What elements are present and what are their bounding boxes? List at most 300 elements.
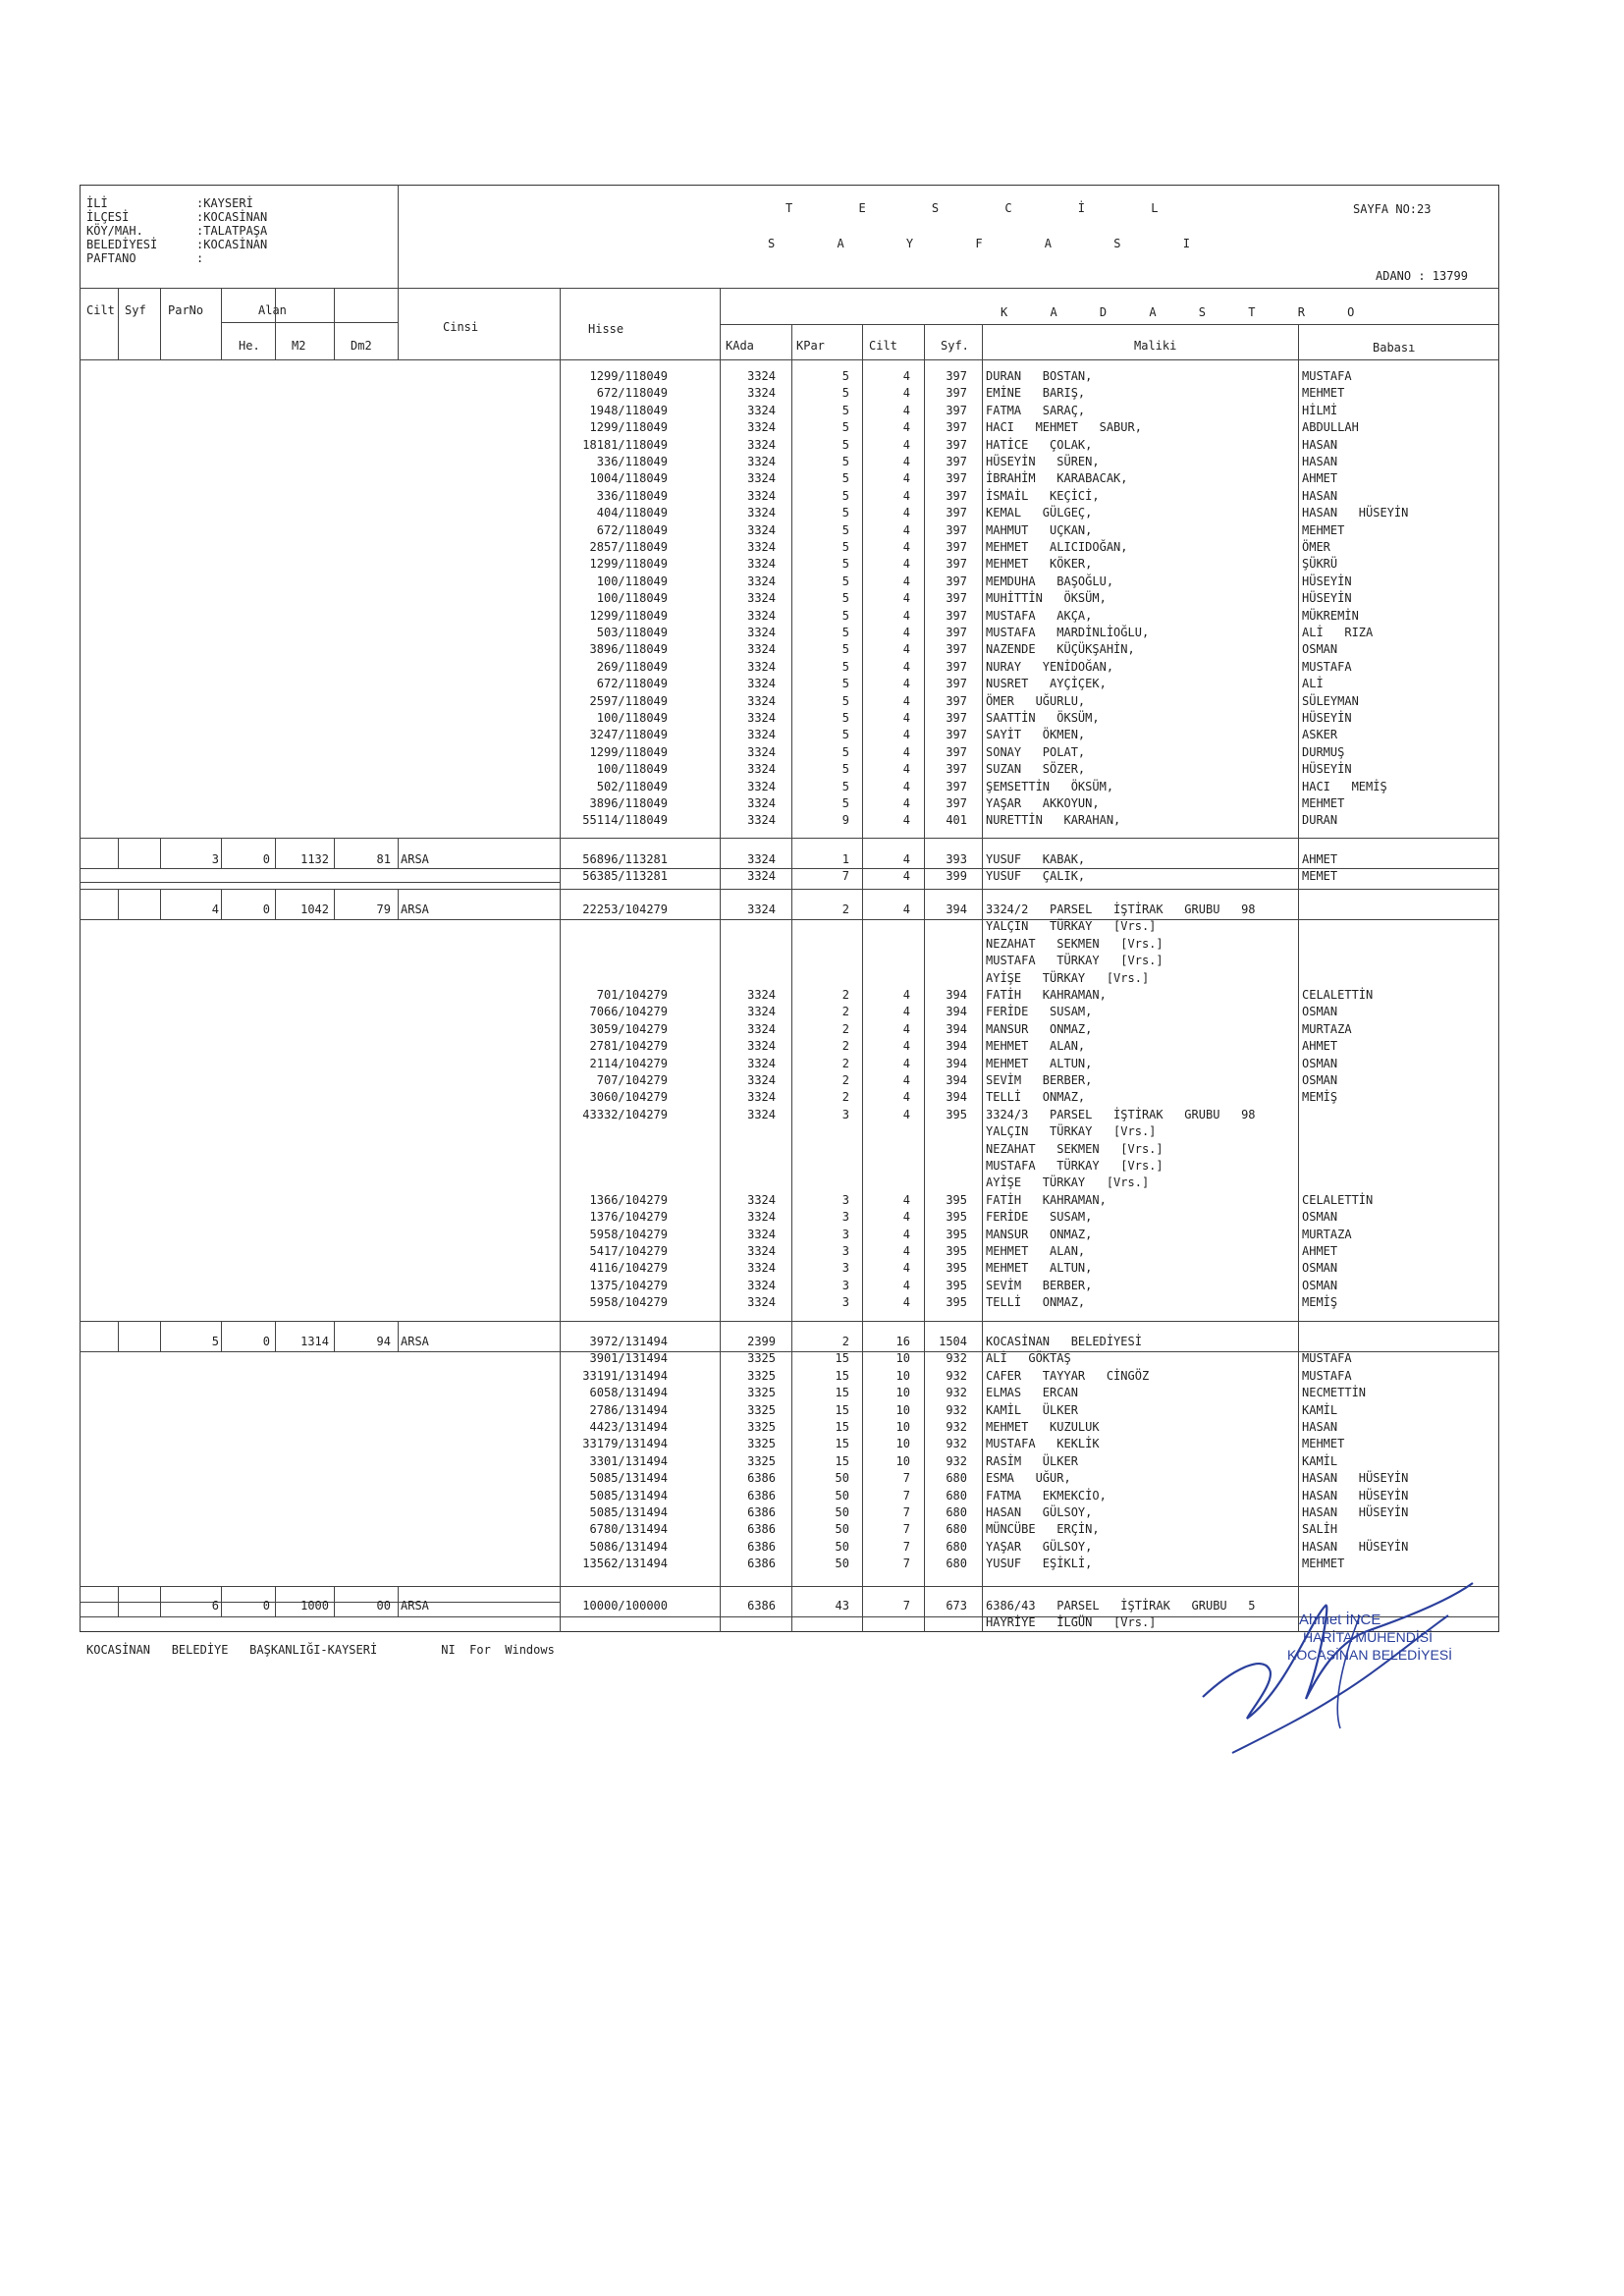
cinsi-cell: ARSA [401, 1335, 429, 1348]
grid-line [80, 288, 1499, 289]
kpar-cell: 15 [835, 1402, 849, 1417]
maliki-cell: MEHMET ALTUN, [986, 1261, 1093, 1276]
cilt-cell: 4 [902, 522, 910, 537]
cinsi-cell: ARSA [401, 852, 429, 866]
syf-cell: 932 [946, 1351, 967, 1366]
babasi-cell: MEHMET [1302, 1437, 1345, 1451]
header-label: KÖY/MAH. [86, 224, 143, 238]
maliki-cell: YALÇIN TÜRKAY [Vrs.] [986, 1124, 1157, 1139]
babasi-cell: ASKER [1302, 728, 1338, 742]
syf-cell: 397 [946, 488, 967, 503]
hisse-cell: 5958/104279 [589, 1295, 668, 1310]
kpar-cell: 5 [841, 471, 849, 486]
babasi-cell: MUSTAFA [1302, 659, 1352, 674]
hisse-cell: 18181/118049 [582, 437, 668, 452]
grid-line [118, 288, 119, 359]
syf-cell: 932 [946, 1420, 967, 1434]
kada-cell: 3324 [747, 1210, 776, 1225]
babasi-cell: OSMAN [1302, 1056, 1338, 1070]
hisse-cell: 1299/118049 [589, 557, 668, 572]
m2-cell: 1000 [300, 1599, 329, 1613]
babasi-cell: ÖMER [1302, 540, 1330, 554]
kada-cell: 3324 [747, 420, 776, 435]
kada-cell: 3324 [747, 693, 776, 708]
maliki-cell: NURAY YENİDOĞAN, [986, 659, 1114, 674]
title-sayfasi: S A Y F A S I [768, 237, 1218, 250]
kada-cell: 3324 [747, 506, 776, 520]
hisse-cell: 2781/104279 [589, 1039, 668, 1054]
babasi-cell: MEMİŞ [1302, 1295, 1338, 1310]
grid-line [791, 324, 792, 359]
grid-line [398, 1321, 399, 1351]
cilt-cell: 4 [902, 1005, 910, 1019]
babasi-cell: NECMETTİN [1302, 1386, 1367, 1400]
grid-line [80, 359, 1499, 360]
hisse-cell: 5958/104279 [589, 1227, 668, 1241]
hisse-cell: 56896/113281 [582, 852, 668, 866]
hisse-cell: 1375/104279 [589, 1278, 668, 1292]
col-kpar: KPar [796, 339, 825, 353]
kada-cell: 3324 [747, 1005, 776, 1019]
kpar-cell: 3 [841, 1278, 849, 1292]
kpar-cell: 5 [841, 626, 849, 639]
syf-cell: 394 [946, 1021, 967, 1036]
grid-line [80, 919, 1499, 920]
cilt-cell: 4 [902, 1192, 910, 1207]
syf-cell: 680 [946, 1557, 967, 1571]
maliki-cell: MANSUR ONMAZ, [986, 1227, 1093, 1241]
maliki-cell: FATMA SARAÇ, [986, 403, 1086, 417]
kpar-cell: 50 [835, 1488, 849, 1503]
babasi-cell: OSMAN [1302, 1278, 1338, 1292]
babasi-cell: HASAN HÜSEYİN [1302, 1488, 1409, 1503]
kada-cell: 6386 [747, 1557, 776, 1571]
grid-line [275, 889, 276, 919]
kada-cell: 3324 [747, 1039, 776, 1054]
cilt-cell: 4 [902, 471, 910, 486]
grid-line [560, 288, 561, 359]
babasi-cell: OSMAN [1302, 1005, 1338, 1019]
header-label: PAFTANO [86, 251, 136, 265]
hisse-cell: 33179/131494 [582, 1437, 668, 1451]
babasi-cell: AHMET [1302, 1244, 1338, 1258]
syf-cell: 397 [946, 659, 967, 674]
syf-cell: 395 [946, 1227, 967, 1241]
babasi-cell: AHMET [1302, 852, 1338, 866]
maliki-cell: HASAN GÜLSOY, [986, 1505, 1093, 1519]
hisse-cell: 1299/118049 [589, 608, 668, 623]
grid-line [118, 889, 119, 919]
he-cell: 0 [262, 852, 270, 866]
kpar-cell: 2 [841, 1335, 849, 1348]
grid-line [160, 889, 161, 919]
kada-cell: 3324 [747, 728, 776, 742]
maliki-cell: MEMDUHA BAŞOĞLU, [986, 574, 1114, 588]
cilt-cell: 4 [902, 506, 910, 520]
babasi-cell: CELALETTİN [1302, 1192, 1374, 1207]
cilt-cell: 7 [902, 1599, 910, 1613]
kada-cell: 3325 [747, 1402, 776, 1417]
kpar-cell: 5 [841, 540, 849, 554]
syf-cell: 397 [946, 437, 967, 452]
kpar-cell: 50 [835, 1539, 849, 1554]
maliki-cell: 3324/2 PARSEL İŞTİRAK GRUBU 98 [986, 902, 1256, 916]
dm2-cell: 79 [376, 902, 391, 916]
cilt-cell: 4 [902, 869, 910, 884]
kada-cell: 3324 [747, 796, 776, 810]
hisse-cell: 3896/118049 [589, 642, 668, 657]
hisse-cell: 3896/118049 [589, 796, 668, 810]
hisse-cell: 55114/118049 [582, 813, 668, 828]
syf-cell: 394 [946, 988, 967, 1002]
cilt-cell: 4 [902, 711, 910, 725]
maliki-cell: ÖMER UĞURLU, [986, 693, 1086, 708]
col-he: He. [239, 339, 260, 353]
grid-line [334, 889, 335, 919]
hisse-cell: 100/118049 [596, 762, 668, 777]
kpar-cell: 5 [841, 779, 849, 793]
babasi-cell: OSMAN [1302, 1073, 1338, 1087]
syf-cell: 932 [946, 1437, 967, 1451]
hisse-cell: 1299/118049 [589, 369, 668, 383]
babasi-cell: HASAN HÜSEYİN [1302, 1505, 1409, 1519]
syf-cell: 397 [946, 626, 967, 639]
col-maliki: Maliki [1134, 339, 1177, 353]
kpar-cell: 5 [841, 369, 849, 383]
babasi-cell: DURAN [1302, 813, 1338, 828]
maliki-cell: NEZAHAT SEKMEN [Vrs.] [986, 1141, 1164, 1156]
syf-cell: 395 [946, 1244, 967, 1258]
hisse-cell: 4116/104279 [589, 1261, 668, 1276]
maliki-cell: YUSUF EŞİKLİ, [986, 1557, 1093, 1571]
cilt-cell: 10 [895, 1386, 910, 1400]
syf-cell: 395 [946, 1192, 967, 1207]
maliki-cell: EMİNE BARIŞ, [986, 386, 1086, 401]
maliki-cell: MAHMUT UÇKAN, [986, 522, 1093, 537]
kada-cell: 3324 [747, 1021, 776, 1036]
cilt-cell: 7 [902, 1522, 910, 1537]
syf-cell: 394 [946, 902, 967, 916]
babasi-cell: HÜSEYİN [1302, 591, 1352, 606]
hisse-cell: 5085/131494 [589, 1505, 668, 1519]
cilt-cell: 4 [902, 488, 910, 503]
kada-cell: 3325 [747, 1351, 776, 1366]
babasi-cell: MEHMET [1302, 1557, 1345, 1571]
babasi-cell: KAMİL [1302, 1402, 1338, 1417]
kpar-cell: 5 [841, 591, 849, 606]
signature-title: HARİTA MÜHENDİSİ [1303, 1629, 1433, 1645]
maliki-cell: NURETTİN KARAHAN, [986, 813, 1121, 828]
hisse-cell: 33191/131494 [582, 1368, 668, 1383]
kada-cell: 3325 [747, 1386, 776, 1400]
babasi-cell: ALİ RIZA [1302, 626, 1374, 639]
cilt-cell: 7 [902, 1557, 910, 1571]
maliki-cell: ESMA UĞUR, [986, 1471, 1071, 1486]
grid-line [720, 359, 721, 1632]
kada-cell: 3324 [747, 1295, 776, 1310]
syf-cell: 395 [946, 1295, 967, 1310]
kada-cell: 6386 [747, 1488, 776, 1503]
kada-cell: 3324 [747, 1261, 776, 1276]
babasi-cell: MEHMET [1302, 386, 1345, 401]
grid-line [1298, 359, 1299, 1632]
cilt-cell: 4 [902, 540, 910, 554]
babasi-cell: OSMAN [1302, 1261, 1338, 1276]
header-value: :TALATPAŞA [196, 224, 268, 238]
header-label: BELEDİYESİ [86, 238, 158, 251]
syf-cell: 397 [946, 728, 967, 742]
hisse-cell: 3301/131494 [589, 1453, 668, 1468]
hisse-cell: 672/118049 [596, 677, 668, 691]
syf-cell: 673 [946, 1599, 967, 1613]
kada-cell: 2399 [747, 1335, 776, 1348]
sayfa-no: SAYFA NO:23 [1353, 202, 1432, 216]
kpar-cell: 2 [841, 988, 849, 1002]
document-frame [80, 185, 1499, 1632]
maliki-cell: KOCASİNAN BELEDİYESİ [986, 1335, 1142, 1348]
kpar-cell: 5 [841, 557, 849, 572]
cilt-cell: 4 [902, 852, 910, 866]
kpar-cell: 5 [841, 796, 849, 810]
kada-cell: 6386 [747, 1505, 776, 1519]
grid-line [80, 1321, 1499, 1322]
maliki-cell: KEMAL GÜLGEÇ, [986, 506, 1093, 520]
babasi-cell: HASAN [1302, 455, 1338, 468]
hisse-cell: 269/118049 [596, 659, 668, 674]
syf-cell: 397 [946, 796, 967, 810]
hisse-cell: 10000/100000 [582, 1599, 668, 1613]
parno-cell: 3 [211, 852, 219, 866]
babasi-cell: KAMİL [1302, 1453, 1338, 1468]
syf-cell: 397 [946, 591, 967, 606]
babasi-cell: AHMET [1302, 1039, 1338, 1054]
cilt-cell: 4 [902, 1227, 910, 1241]
cilt-cell: 4 [902, 1295, 910, 1310]
maliki-cell: AYİŞE TÜRKAY [Vrs.] [986, 970, 1150, 985]
m2-cell: 1132 [300, 852, 329, 866]
kpar-cell: 5 [841, 437, 849, 452]
kada-cell: 3324 [747, 574, 776, 588]
babasi-cell: MUSTAFA [1302, 369, 1352, 383]
hisse-cell: 22253/104279 [582, 902, 668, 916]
cilt-cell: 4 [902, 386, 910, 401]
hisse-cell: 4423/131494 [589, 1420, 668, 1434]
kpar-cell: 2 [841, 1056, 849, 1070]
cilt-cell: 4 [902, 1090, 910, 1105]
hisse-cell: 6058/131494 [589, 1386, 668, 1400]
kada-cell: 6386 [747, 1539, 776, 1554]
syf-cell: 397 [946, 693, 967, 708]
babasi-cell: CELALETTİN [1302, 988, 1374, 1002]
grid-line [118, 838, 119, 868]
col-dm2: Dm2 [351, 339, 372, 353]
grid-line [398, 889, 399, 919]
maliki-cell: MEHMET KUZULUK [986, 1420, 1100, 1434]
babasi-cell: HÜSEYİN [1302, 711, 1352, 725]
babasi-cell: MUSTAFA [1302, 1368, 1352, 1383]
syf-cell: 932 [946, 1368, 967, 1383]
kpar-cell: 2 [841, 902, 849, 916]
kpar-cell: 3 [841, 1261, 849, 1276]
maliki-cell: YAŞAR AKKOYUN, [986, 796, 1100, 810]
syf-cell: 1504 [939, 1335, 967, 1348]
maliki-cell: YUSUF ÇALIK, [986, 869, 1086, 884]
cilt-cell: 4 [902, 642, 910, 657]
kpar-cell: 5 [841, 677, 849, 691]
kpar-cell: 3 [841, 1244, 849, 1258]
maliki-cell: YALÇIN TÜRKAY [Vrs.] [986, 919, 1157, 934]
babasi-cell: MUSTAFA [1302, 1351, 1352, 1366]
kpar-cell: 2 [841, 1005, 849, 1019]
hisse-cell: 100/118049 [596, 591, 668, 606]
maliki-cell: HATİCE ÇOLAK, [986, 437, 1093, 452]
maliki-cell: KAMİL ÜLKER [986, 1402, 1078, 1417]
cinsi-cell: ARSA [401, 1599, 429, 1613]
cilt-cell: 4 [902, 403, 910, 417]
cilt-cell: 4 [902, 420, 910, 435]
kpar-cell: 5 [841, 403, 849, 417]
grid-line [80, 889, 1499, 890]
cilt-cell: 4 [902, 369, 910, 383]
syf-cell: 397 [946, 420, 967, 435]
grid-line [334, 1321, 335, 1351]
syf-cell: 680 [946, 1471, 967, 1486]
hisse-cell: 5085/131494 [589, 1488, 668, 1503]
cilt-cell: 7 [902, 1539, 910, 1554]
cilt-cell: 4 [902, 1278, 910, 1292]
signature-name: Ahmet İNCE [1299, 1612, 1381, 1628]
col-ksyf: Syf. [941, 339, 969, 353]
maliki-cell: MEHMET ALTUN, [986, 1056, 1093, 1070]
syf-cell: 680 [946, 1505, 967, 1519]
maliki-cell: NAZENDE KÜÇÜKŞAHİN, [986, 642, 1135, 657]
cilt-cell: 4 [902, 659, 910, 674]
kada-cell: 3325 [747, 1420, 776, 1434]
kpar-cell: 50 [835, 1522, 849, 1537]
col-cilt: Cilt [86, 303, 115, 317]
kada-cell: 3324 [747, 403, 776, 417]
col-kcilt: Cilt [869, 339, 897, 353]
cilt-cell: 4 [902, 744, 910, 759]
babasi-cell: HÜSEYİN [1302, 574, 1352, 588]
grid-line [334, 288, 335, 359]
grid-line [221, 1321, 222, 1351]
kpar-cell: 5 [841, 642, 849, 657]
cilt-cell: 7 [902, 1488, 910, 1503]
kpar-cell: 5 [841, 728, 849, 742]
col-hisse: Hisse [588, 322, 624, 336]
cilt-cell: 10 [895, 1351, 910, 1366]
grid-line [398, 288, 399, 359]
kada-cell: 3324 [747, 869, 776, 884]
maliki-cell: HÜSEYİN SÜREN, [986, 455, 1100, 468]
syf-cell: 397 [946, 574, 967, 588]
ada-no: ADANO : 13799 [1376, 269, 1468, 283]
header-value: :KAYSERİ [196, 196, 253, 210]
cilt-cell: 10 [895, 1420, 910, 1434]
kada-cell: 3324 [747, 488, 776, 503]
syf-cell: 397 [946, 403, 967, 417]
kpar-cell: 15 [835, 1351, 849, 1366]
kada-cell: 3324 [747, 437, 776, 452]
syf-cell: 397 [946, 762, 967, 777]
kada-cell: 3324 [747, 522, 776, 537]
maliki-cell: MUSTAFA MARDİNLİOĞLU, [986, 626, 1150, 639]
syf-cell: 394 [946, 1005, 967, 1019]
kada-cell: 3324 [747, 626, 776, 639]
maliki-cell: MUSTAFA TÜRKAY [Vrs.] [986, 1159, 1164, 1173]
babasi-cell: MÜKREMİN [1302, 608, 1359, 623]
title-tescil: T E S C İ L [785, 201, 1188, 215]
babasi-cell: DURMUŞ [1302, 744, 1345, 759]
kpar-cell: 3 [841, 1107, 849, 1121]
kada-cell: 3324 [747, 762, 776, 777]
header-label: İLÇESİ [86, 210, 130, 224]
kpar-cell: 15 [835, 1437, 849, 1451]
kada-cell: 3324 [747, 386, 776, 401]
syf-cell: 401 [946, 813, 967, 828]
kada-cell: 3324 [747, 659, 776, 674]
cilt-cell: 4 [902, 1039, 910, 1054]
hisse-cell: 3060/104279 [589, 1090, 668, 1105]
hisse-cell: 1948/118049 [589, 403, 668, 417]
kpar-cell: 2 [841, 1073, 849, 1087]
grid-line [275, 288, 276, 359]
grid-line [398, 185, 399, 288]
maliki-cell: FATİH KAHRAMAN, [986, 988, 1107, 1002]
cilt-cell: 4 [902, 574, 910, 588]
grid-line [982, 359, 983, 1632]
maliki-cell: YUSUF KABAK, [986, 852, 1086, 866]
babasi-cell: ALİ [1302, 677, 1324, 691]
grid-line [221, 288, 222, 359]
hisse-cell: 1004/118049 [589, 471, 668, 486]
syf-cell: 932 [946, 1402, 967, 1417]
kpar-cell: 43 [835, 1599, 849, 1613]
cilt-cell: 4 [902, 557, 910, 572]
kada-cell: 3324 [747, 1073, 776, 1087]
kada-cell: 3325 [747, 1453, 776, 1468]
kpar-cell: 5 [841, 762, 849, 777]
cilt-cell: 4 [902, 779, 910, 793]
cilt-cell: 4 [902, 1244, 910, 1258]
grid-line [80, 882, 560, 883]
dm2-cell: 00 [376, 1599, 391, 1613]
kpar-cell: 5 [841, 693, 849, 708]
syf-cell: 397 [946, 677, 967, 691]
kada-cell: 3324 [747, 369, 776, 383]
kpar-cell: 5 [841, 506, 849, 520]
kpar-cell: 5 [841, 386, 849, 401]
maliki-cell: SUZAN SÖZER, [986, 762, 1086, 777]
kpar-cell: 5 [841, 574, 849, 588]
col-kadastro: K A D A S T R O [1001, 305, 1373, 319]
maliki-cell: SEVİM BERBER, [986, 1073, 1093, 1087]
kpar-cell: 3 [841, 1192, 849, 1207]
grid-line [80, 838, 1499, 839]
maliki-cell: 3324/3 PARSEL İŞTİRAK GRUBU 98 [986, 1107, 1256, 1121]
maliki-cell: ALİ GÖKTAŞ [986, 1351, 1071, 1366]
kada-cell: 3324 [747, 471, 776, 486]
maliki-cell: MÜNCÜBE ERÇİN, [986, 1522, 1100, 1537]
hisse-cell: 100/118049 [596, 574, 668, 588]
syf-cell: 397 [946, 557, 967, 572]
grid-line [160, 1321, 161, 1351]
header-value: : [196, 251, 204, 265]
kpar-cell: 15 [835, 1368, 849, 1383]
syf-cell: 397 [946, 506, 967, 520]
kpar-cell: 5 [841, 522, 849, 537]
